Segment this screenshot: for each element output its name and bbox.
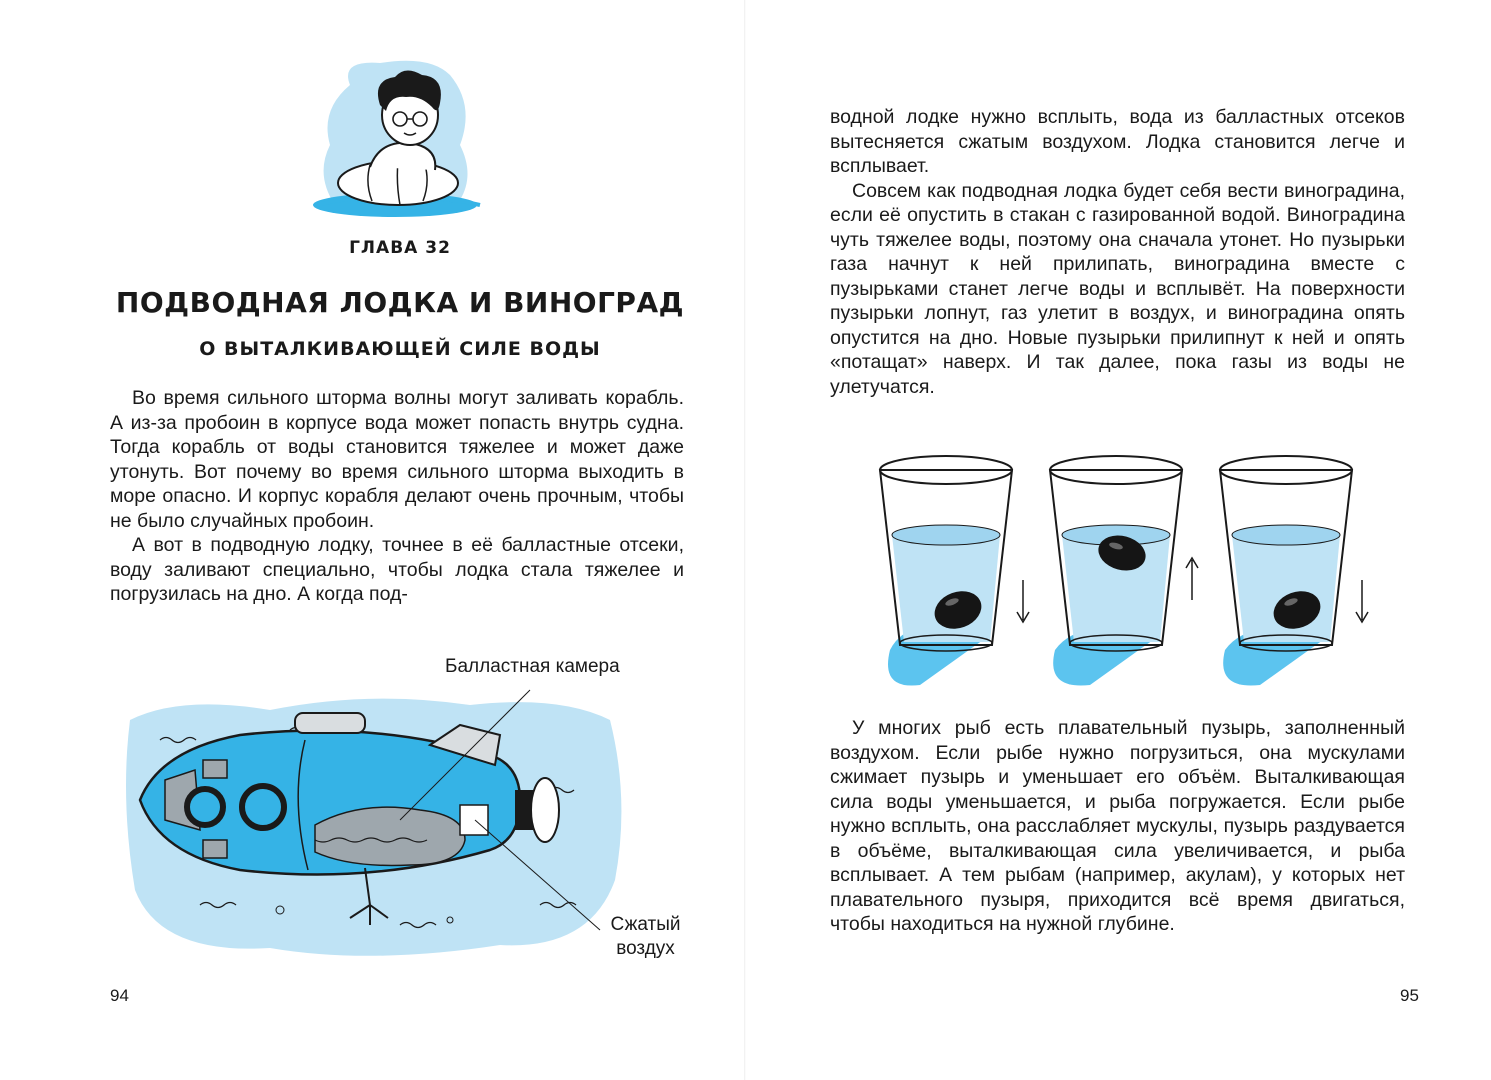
chapter-title: ПОДВОДНАЯ ЛОДКА И ВИНОГРАД	[115, 286, 685, 319]
paragraph: У многих рыб есть плавательный пузырь, заполненный воздухом. Если рыбе нужно погрузиться, она мускулами сжимает пузырь и уменьшает его объём. Выталкивающая сила воды уменьшается, и рыба погружается. Если рыбе нужно всплыть, она расслабляет мускулы, пузырь раздувается в объёме, выталкивающая сила увеличивается, и рыба всплывает. А тем рыбам (например, акулам), у которых нет плавательного пузыря, приходится всё время двигаться, чтобы находиться на нужной глубине.	[830, 717, 1405, 935]
left-page	[0, 0, 745, 1080]
paragraph: водной лодке нужно всплыть, вода из балластных отсеков вытесняется сжатым воздухом. Лодка становится легче и всплывает.	[830, 106, 1405, 177]
glass-sinking-again	[1220, 456, 1368, 651]
glass-floating	[1050, 456, 1198, 651]
paragraph: А вот в подводную лодку, точнее в её балластные отсеки, воду заливают специально, чтобы лодка стала тяжелее и погрузилась на дно. А когда под-	[110, 534, 684, 605]
right-body-text-top	[830, 105, 1405, 399]
ballast-chamber-label: Балластная камера	[445, 656, 620, 677]
right-page	[745, 0, 1491, 1080]
boy-swim-ring-illustration	[310, 55, 490, 225]
left-body-text	[110, 386, 684, 607]
compressed-air-label: Сжатый воздух	[610, 914, 681, 959]
submarine-illustration	[120, 680, 640, 980]
glass-sinking	[880, 456, 1029, 651]
chapter-label: ГЛАВА 32	[349, 238, 451, 258]
page-number: 94	[110, 986, 129, 1005]
paragraph: Во время сильного шторма волны могут заливать корабль. А из-за пробоин в корпусе вода может попасть внутрь судна. Тогда корабль от воды становится тяжелее и может даже утонуть. Вот почему во время сильного шторма выходить в море опасно. И корпус корабля делают очень прочным, чтобы не было случайных пробоин.	[110, 387, 684, 532]
page-number: 95	[1400, 986, 1419, 1005]
chapter-subtitle: О ВЫТАЛКИВАЮЩЕЙ СИЛЕ ВОДЫ	[199, 338, 601, 360]
grape-glasses-illustration	[870, 450, 1430, 700]
right-body-text-bottom	[830, 716, 1405, 937]
paragraph: Совсем как подводная лодка будет себя вести виноградина, если её опустить в стакан с газированной водой. Виноградина чуть тяжелее воды, поэтому она сначала утонет. Но пузырьки газа начнут к ней прилипать, виноградина вместе с пузырьками станет легче воды и всплывёт. На поверхности пузырьки лопнут, газ улетит в воздух, и виноградина опять опустится на дно. Новые пузырьки прилипнут к ней и опять «потащат» наверх. И так далее, пока газы из воды не улетучатся.	[830, 179, 1405, 398]
